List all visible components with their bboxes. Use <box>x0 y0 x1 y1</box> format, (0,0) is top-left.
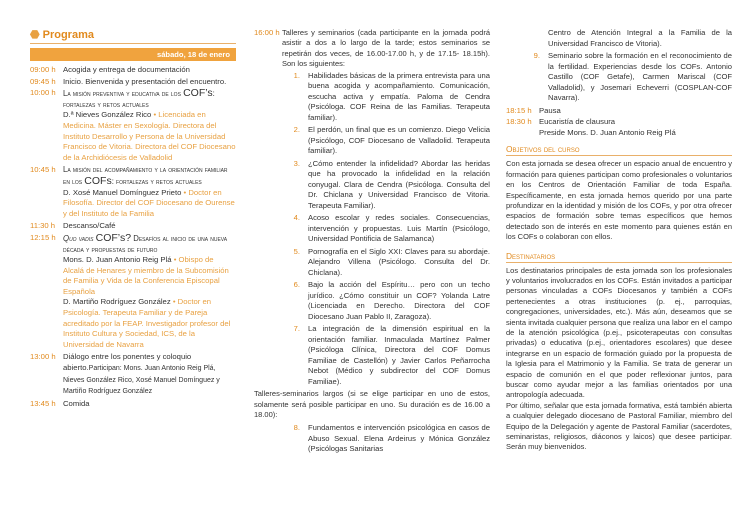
speaker-name: D. Xosé Manuel Domínguez Prieto <box>63 187 182 197</box>
date-banner: sábado, 18 de enero <box>30 48 236 61</box>
schedule-row: 10:00 h La misión preventiva y educativa de los COF’s: fortalezas y retos actuales D.ª Nieves González Rico • Licenciada en Medicina. Máster en Sexología. Directora del Instituto Desarrollo y Persona de la Universidad Francisco de Vitoria. Directora del COF Diocesano de la Archidiócesis de Valladolid <box>30 87 236 162</box>
schedule-row: 11:30 h Descanso/Café <box>30 221 116 231</box>
recipients-text-2: Por último, señalar que esta jornada formativa, está también abierta a cualquier delegado diocesano de Pastoral Familiar, miembro del Equipo de la Delegación y agente de Pastoral Familiar (sacerdotes, seminaristas, religiosos, diáconos y laicos) que desee participar. Serán muy bienvenidos. <box>506 400 732 452</box>
speaker-bio: Doctor en Psicología. Terapeuta Familiar y de Pareja acreditado por la FEAP. Investigador profesor del Instituto Cultura y Sociedad, ICS, de la Universidad de Navarra <box>63 297 231 349</box>
list-item: 6. Bajo la acción del Espíritu… pero con un techo jurídico. ¿Cómo constituir un COF? Yolanda Latre (Licenciada en Derecho. Directora del COF Diocesano Juan Pablo II, Zaragoza). <box>293 280 490 321</box>
list-item: 7. La integración de la dimensión espiritual en la orientación familiar. Inmaculada Martínez Palmer (Psicóloga Clínica, Directora del COF Domus Familiae de Castellón) y Javier Carlos Peñarrocha Nebot (Médico y subdirector del COF Domus Familiae). <box>293 324 490 386</box>
schedule-row: 09:45 h Inicio. Bienvenida y presentación del encuentro. <box>30 76 227 86</box>
speaker-name: Mons. D. Juan Antonio Reig Plá <box>63 255 172 265</box>
speaker-block: D. Xosé Manuel Domínguez Prieto • Doctor en Filosofía. Director del COF Diocesano de Ourense y del Instituto de la Familia <box>63 187 235 218</box>
speaker-block: D.ª Nieves González Rico • Licenciada en Medicina. Máster en Sexología. Directora del Instituto Desarrollo y Persona de la Universidad Francisco de Vitoria. Directora del COF Diocesano de la Archidiócesis de Valladolid <box>63 110 236 162</box>
info-column <box>506 28 732 453</box>
list-item: 2. El perdón, un final que es un comienzo. Diego Velicia (Psicólogo, COF Diocesano de Valladolid. Terapeuta familiar). <box>293 125 490 156</box>
list-item: Centro de Atención Integral a la Familia de la Universidad Francisco de Vitoria). <box>548 28 732 48</box>
objectives-title: Objetivos del curso <box>506 144 732 156</box>
workshops-column <box>254 28 490 457</box>
list-item: 1. Habilidades básicas de la primera entrevista para una buena acogida y acompañamiento. Comunicación, escucha activa y empatía. Paloma de Cendra (Psicóloga. COF Reina de las Familias. Terapeuta familiar). <box>293 70 490 122</box>
schedule-row: 18:30 h Eucaristía de clausura Preside Mons. D. Juan Antonio Reig Plá <box>506 117 676 137</box>
recipients-text: Los destinatarios principales de esta jornada son los profesionales y voluntarios involucrados en los COFs. Están invitados a participar personas vinculadas a COFs Diocesanos y también a COFs pertenecientes a otras instituciones (p. ej., parroquias, congregaciones, universidades, etc.). Más aún, deseamos que se sienta invitada cualquier persona que realiza una labor en el campo de la atención psicológica (p.ej., psicoterapeutas con consultas privadas) o educativa (p.ej., orientadores escolares) que desee integrarse en un espacio de formación guiado por la propuesta de la Iglesia para el Matrimonio y la Familia. Se trata de generar un espacio de comunión en el que poder reflexionar juntos, para buscar como ayudar mejor a las familias orientados por una antropología adecuada. <box>506 265 732 400</box>
speaker-block: Mons. D. Juan Antonio Reig Plá • Obispo de Alcalá de Henares y miembro de la Subcomisión de Familia y Vida de la Conferencia Episcopal Española <box>63 255 229 296</box>
program-title: Programa <box>42 28 94 41</box>
arrow-icon: ⬣ <box>30 29 40 41</box>
speaker-name: D. Martiño Rodríguez González <box>63 297 171 307</box>
schedule-row: 10:45 h La misión del acompañamiento y la orientación familiar en los COFs: fortalezas y retos actuales D. Xosé Manuel Domínguez Prieto • Doctor en Filosofía. Director del COF Diocesano de Ourense y del Instituto de la Familia <box>30 165 235 218</box>
list-item: 8. Fundamentos e intervención psicológica en casos de Abuso Sexual. Elena Ardeirus y Mónica González (Psicólogas Sanitarias <box>293 423 490 454</box>
talk-title: La misión del acompañamiento y la orientación familiar en los COFs: fortalezas y retos actuales <box>63 165 228 187</box>
talk-title: La misión preventiva y educativa de los COF’s: fortalezas y retos actuales <box>63 87 215 109</box>
speaker-block: D. Martiño Rodríguez González • Doctor en Psicología. Terapeuta Familiar y de Pareja acreditado por la FEAP. Investigador profesor del Instituto Cultura y Sociedad, ICS, de la Universidad de Navarra <box>63 297 231 349</box>
schedule-row: 12:15 h Quo vadis COF’s? Desafíos al inicio de una nueva década y propuestas de futuro Mons. D. Juan Antonio Reig Plá • Obispo de Alcalá de Henares y miembro de la Subcomisión de Familia y Vida de la Conferencia Episcopal Española D. Martiño Rodríguez González • Doctor en Psicología. Terapeuta Familiar y de Pareja acreditado por la FEAP. Investigador profesor del Instituto Cultura y Sociedad, ICS, de la Universidad de Navarra <box>30 233 236 351</box>
list-item: 9. Seminario sobre la formación en el reconocimiento de la fertilidad. Experiencias desde los COFs. Antonio Castillo (COF Getafe), Carmen Mariscal (COF Valladolid), y Josemari Echeverri (COSPLAN-COF Navarra). <box>533 51 732 102</box>
schedule-row: 09:00 h Acogida y entrega de documentación <box>30 65 190 74</box>
program-header <box>30 28 236 44</box>
schedule-row: 18:15 h Pausa <box>506 105 561 115</box>
long-workshops-intro: Talleres-seminarios largos (si se elige participar en uno de estos, solamente será posible participar en uno. Su duración es de 16.00 a 18.00): <box>254 389 490 419</box>
list-item: 5. Pornografía en el Siglo XXI: Claves para su abordaje. Alejandro Villena (Psicólogo. Consulta del Dr. Chiclana). <box>293 246 490 277</box>
workshop-list <box>254 71 490 388</box>
objectives-text: Con esta jornada se desea ofrecer un espacio anual de encuentro y formación para quienes participan como profesionales o voluntarios en los Centros de Orientación Familiar de toda España. Específicamente, en esta jornada hemos querido por una parte profundizar en la identidad y misión de los COFs, y por otra ofrecer espacios de formación sobre temas específicos que hemos detectado son de interés en este momento para quienes están en los COFs o colaboran con ellos. <box>506 159 732 242</box>
list-item: 4. Acoso escolar y redes sociales. Consecuencias, intervención y propuestas. Luis Martín (Psicólogo, Universidad Pontificia de Salamanca) <box>293 213 490 244</box>
talk-title: Quo vadis COF’s? Desafíos al inicio de una nueva década y propuestas de futuro <box>63 231 228 254</box>
speaker-name: D.ª Nieves González Rico <box>63 110 152 120</box>
speaker-bio: Licenciada en Medicina. Máster en Sexología. Directora del Instituto Desarrollo y Persona de la Universidad Francisco de Vitoria. Directora del COF Diocesano de la Archidiócesis de Valladolid <box>63 110 236 162</box>
schedule-row: 13:45 h Comida <box>30 398 90 408</box>
recipients-title: Destinatarios <box>506 251 732 263</box>
workshops-intro: 16:00 h Talleres y seminarios (cada participante en la jornada podrá asistir a dos a lo largo de la tarde; estos seminarios se repetirán dos veces, de 16.00-17.00 h, y de 17.15- 18.15h). Son los siguientes: <box>254 28 490 69</box>
long-workshop-list <box>254 423 490 455</box>
speaker-bio: Doctor en Filosofía. Director del COF Diocesano de Ourense y del Instituto de la Familia <box>63 187 235 218</box>
speaker-bio: Obispo de Alcalá de Henares y miembro de la Subcomisión de Familia y Vida de la Conferencia Episcopal Española <box>63 255 229 296</box>
schedule-row: 13:00 h Diálogo entre los ponentes y coloquio abierto.Participan: Mons. Juan Antonio Reig Plá, Nieves González Rico, Xosé Manuel Domínguez y Martiño Rodríguez González <box>30 352 220 396</box>
list-item: 3. ¿Cómo entender la infidelidad? Abordar las heridas que ha provocado la infidelidad en la relación conyugal. Clara de Cendra (Psicóloga. Consulta del Dr. Chiclana y Universidad Francisco de Vitoria. Terapeuta Familiar). <box>293 158 490 210</box>
program-column <box>30 28 236 410</box>
